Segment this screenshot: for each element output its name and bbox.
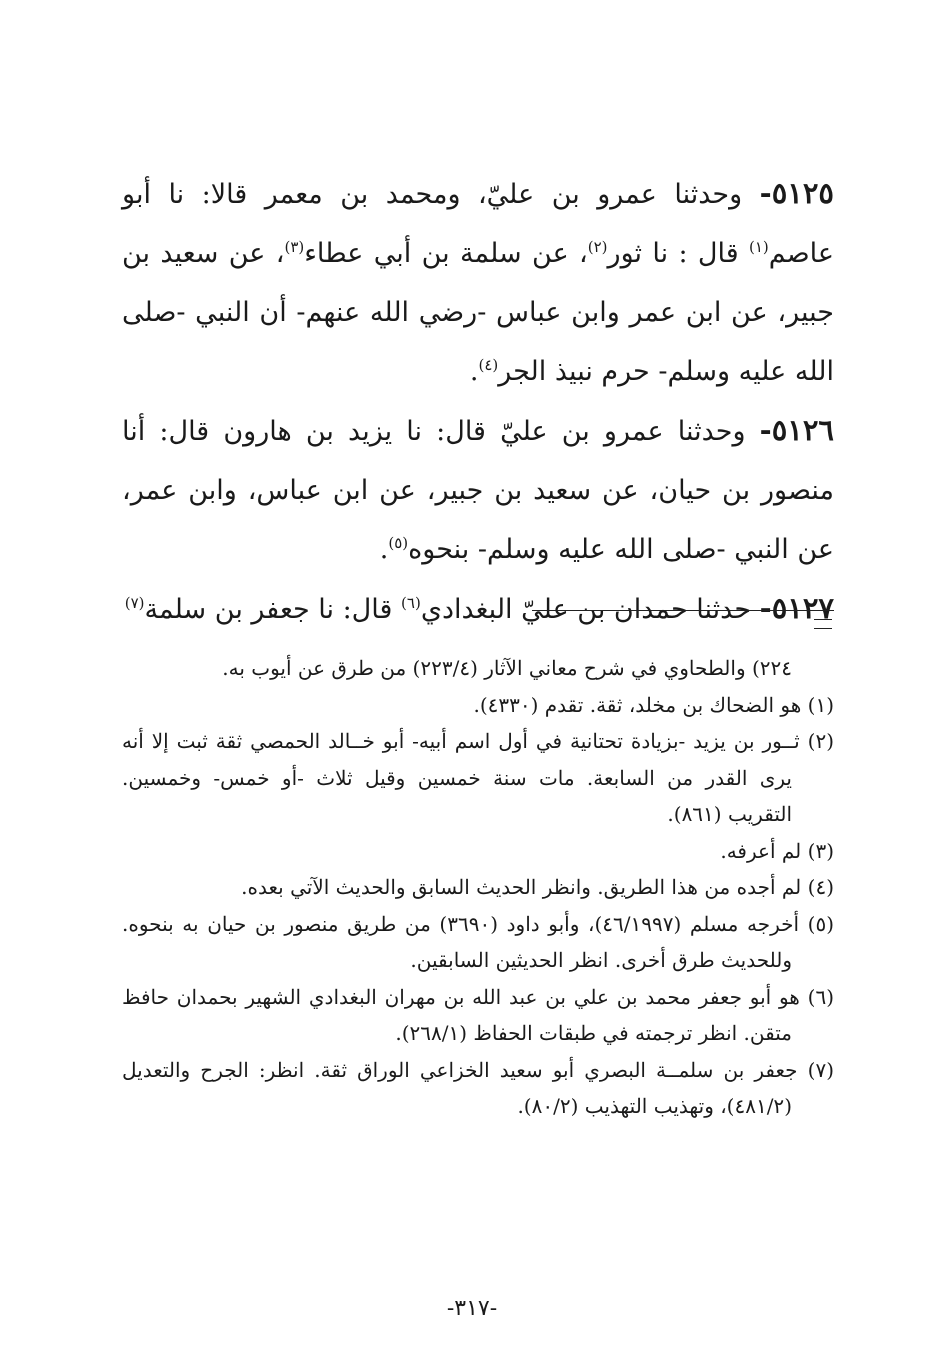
hadith-5126	[122, 401, 834, 579]
footnote-continuation: ٢٢٤) والطحاوي في شرح معاني الآثار (٢٢٣/٤) من طرق عن أيوب به.	[222, 656, 792, 680]
footnote-ref: (٤)	[478, 356, 499, 374]
hadith-5127	[122, 579, 834, 639]
footnote-ref: (٥)	[388, 534, 409, 552]
hadith-number: ٥١٢٦-	[759, 413, 834, 447]
hadith-text: وحدثنا عمرو بن عليّ، ومحمد بن معمر قالا: نا أبو عاصم	[122, 179, 835, 269]
hadith-text: ، عن سعيد بن جبير، عن ابن عمر وابن عباس -رضي الله عنهم- أن النبي -صلى الله عليه وسلم- حرم نبيذ الجر	[122, 238, 834, 387]
footnotes	[122, 650, 834, 1125]
hadith-5125	[122, 164, 834, 401]
footnote-4: (٤) لم أجده من هذا الطريق. وانظر الحديث السابق والحديث الآتي بعده.	[241, 875, 834, 899]
hadith-text: حدثنا حمدان بن عليّ البغدادي	[420, 594, 760, 625]
footnote-7: (٧) جعفر بن سلمــة البصري أبو سعيد الخزاعي الوراق ثقة. انظر: الجرح والتعديل (٤٨١/٢)، وتهذيب التهذيب (٨٠/٢).	[122, 1057, 834, 1118]
separator-marks	[814, 619, 832, 629]
footnote-ref: (١)	[749, 238, 769, 256]
hadith-number: ٥١٢٥-	[759, 176, 834, 210]
footnote-6: (٦) هو أبو جعفر محمد بن علي بن عبد الله بن مهران البغدادي الشهير بحمدان حافظ متقن. انظر ترجمته في طبقات الحفاظ (٢٦٨/١).	[122, 984, 834, 1045]
footnote-5: (٥) أخرجه مسلم (٤٦/١٩٩٧)، وأبو داود (٣٦٩٠) من طريق منصور بن حيان به بنحوه. وللحديث طرق أخرى. انظر الحديثين السابقين.	[122, 911, 834, 972]
footnote-separator	[532, 610, 834, 611]
footnote-ref: (٧)	[124, 594, 145, 612]
main-text	[122, 164, 834, 639]
hadith-text: .	[469, 356, 479, 387]
footnote-ref: (٣)	[284, 238, 305, 256]
footnote-1: (١) هو الضحاك بن مخلد، ثقة. تقدم (٤٣٣٠).	[473, 692, 834, 717]
footnote-ref: (٢)	[587, 238, 608, 256]
hadith-text: ، عن سلمة بن أبي عطاء	[304, 238, 588, 269]
footnote-ref: (٦)	[401, 594, 421, 612]
hadith-text: وحدثنا عمرو بن عليّ قال: نا يزيد بن هارون قال: أنا منصور بن حيان، عن سعيد بن جبير، عن ابن عباس، وابن عمر، عن النبي -صلى الله عليه وسلم- بنحوه	[122, 416, 834, 565]
page-number: -٣١٧-	[446, 1296, 498, 1321]
hadith-text: قال: نا جعفر بن سلمة	[144, 594, 402, 625]
footnote-2: (٢) ثــور بن يزيد -بزيادة تحتانية في أول اسم أبيه- أبو خــالد الحمصي ثقة ثبت إلا أنه يرى القدر من السابعة. مات سنة خمسين وقيل ثلاث -أو خمس- وخمسين. التقريب (٨٦١).	[122, 729, 834, 826]
hadith-text: .	[379, 534, 389, 565]
hadith-text: قال : نا ثور	[607, 238, 749, 269]
footnote-3: (٣) لم أعرفه.	[720, 838, 834, 863]
hadith-number: ٥١٢٧-	[759, 591, 834, 625]
